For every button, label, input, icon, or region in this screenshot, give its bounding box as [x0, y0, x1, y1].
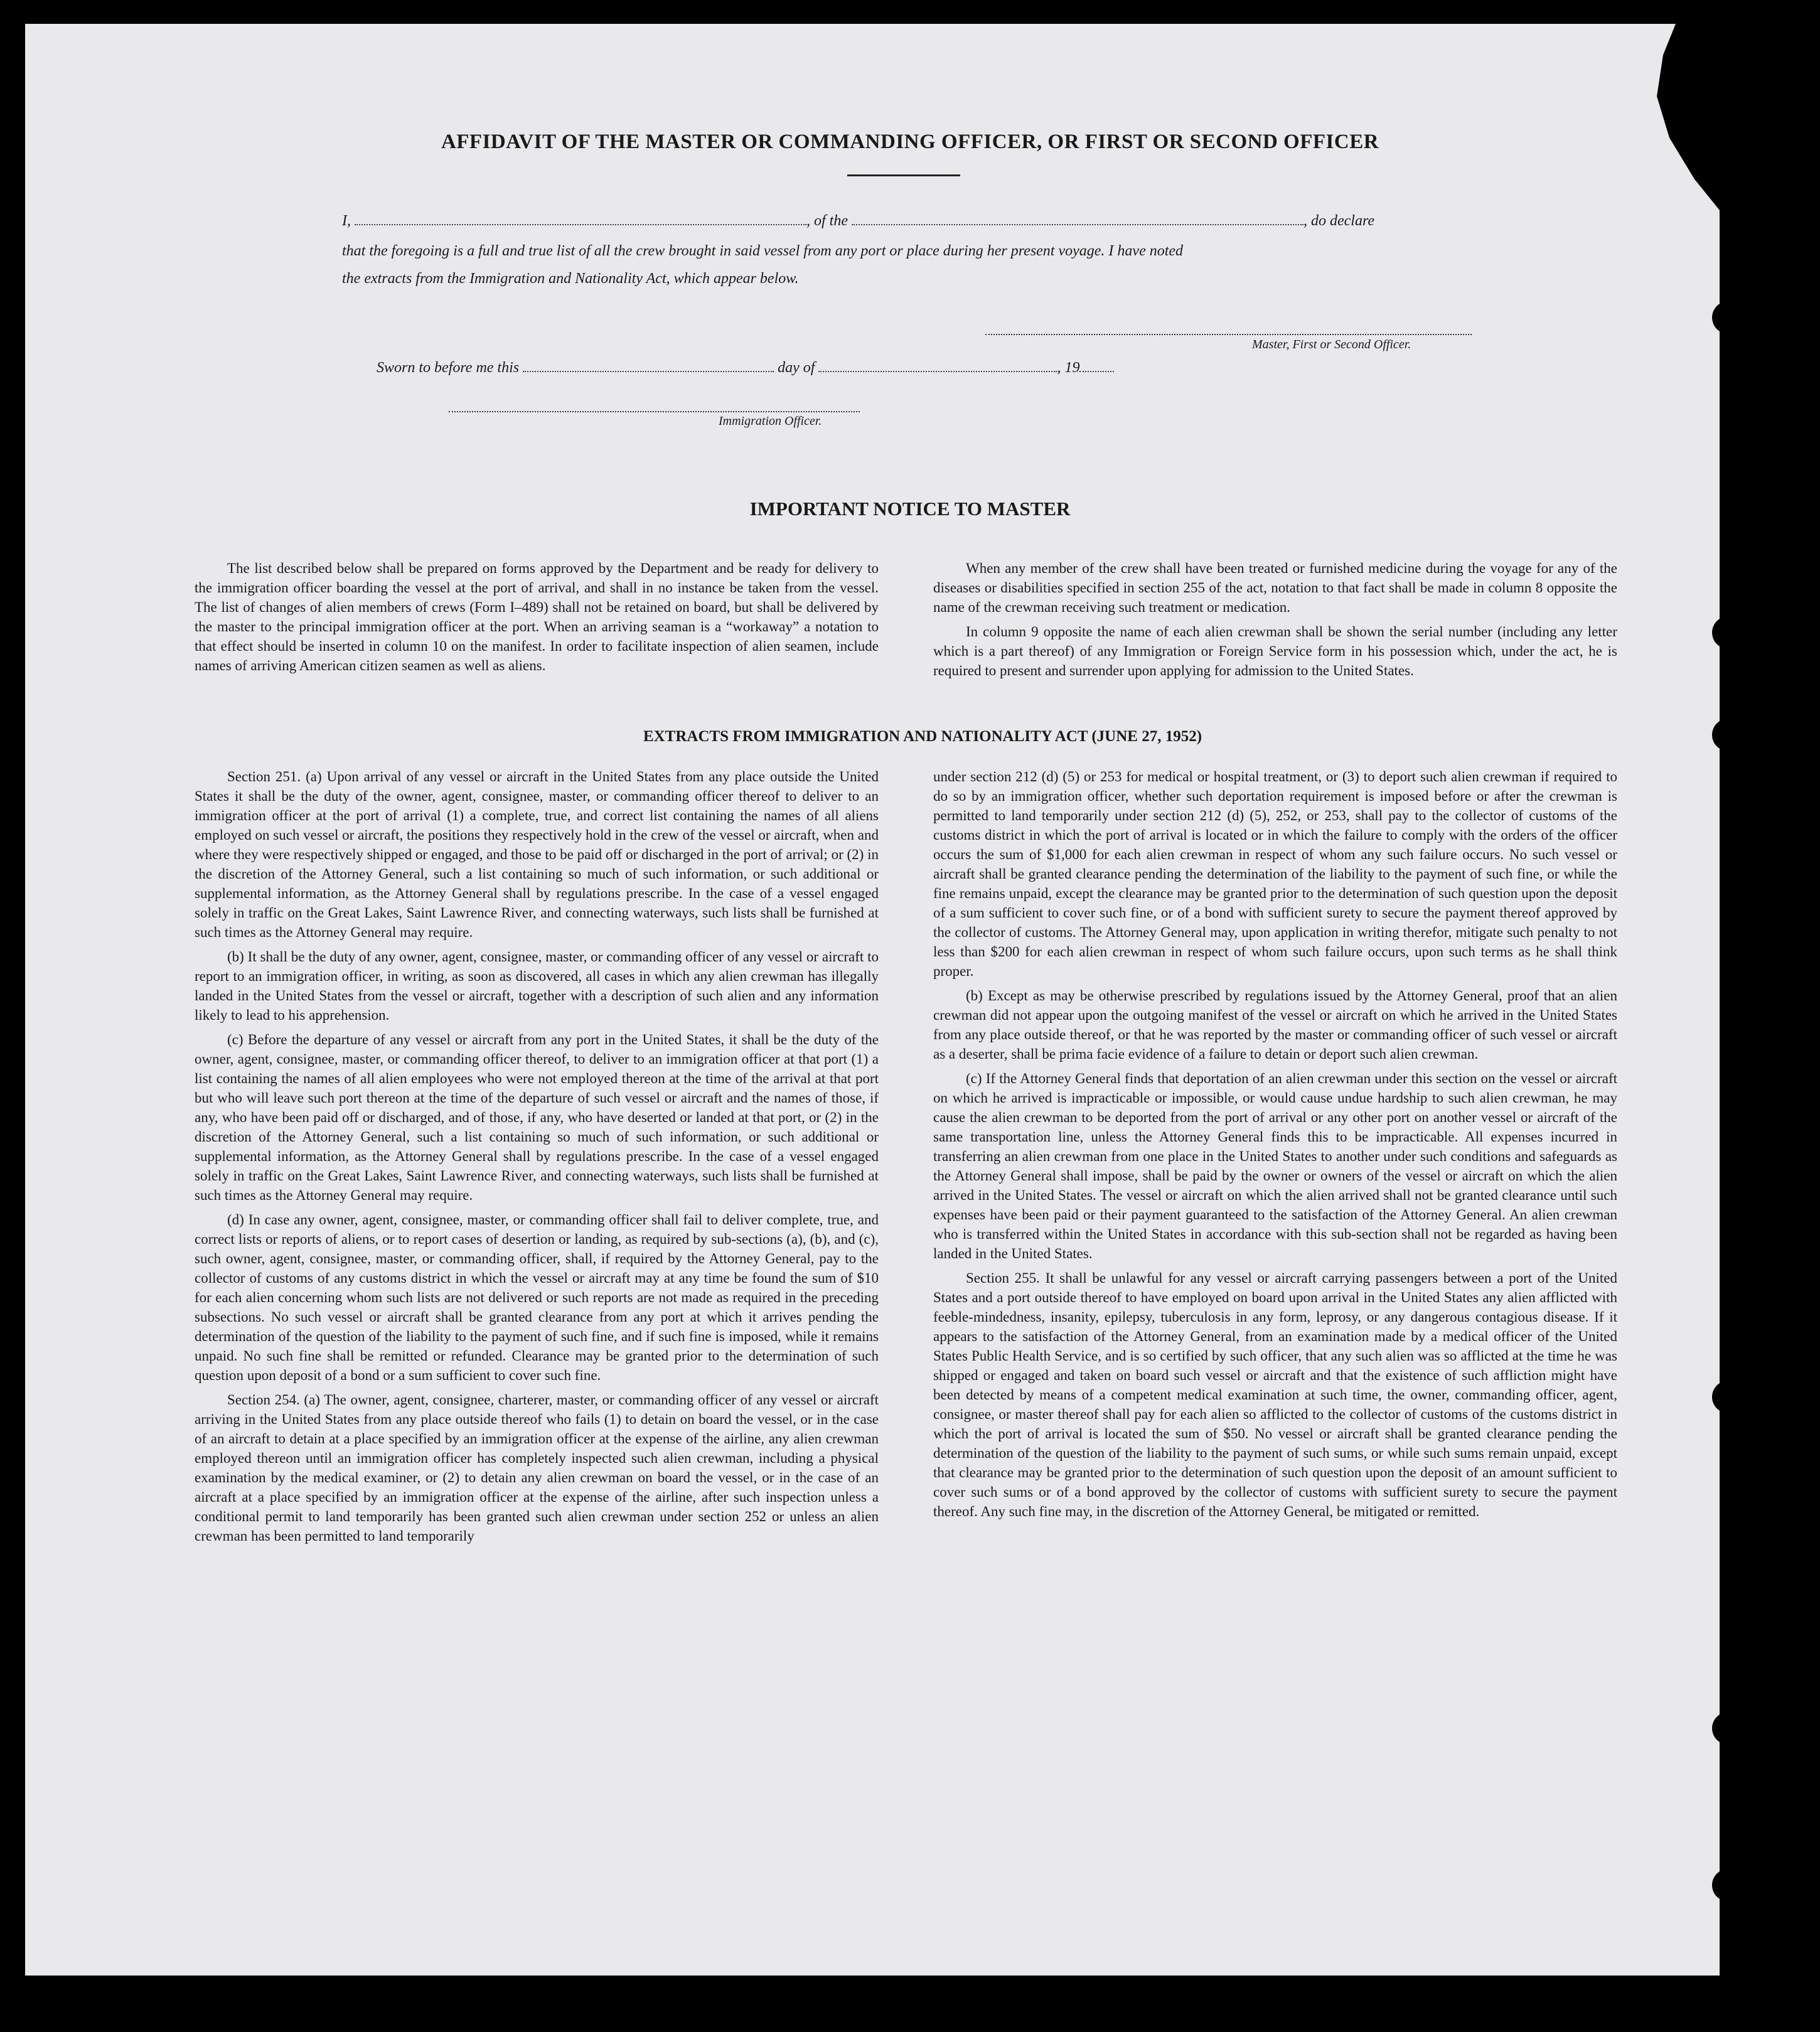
- extracts-left-column: [195, 767, 879, 1551]
- section-251d: (d) In case any owner, agent, consignee, master, or commanding officer shall fail to deliver complete, true, and correct lists or reports of aliens, or to report cases of desertion or landing, as required by sub-sections (a), (b), and (c), such owner, agent, consignee, master, or commanding officer, shall, if required by the Attorney General, pay to the collector of customs of any customs district in which the vessel or aircraft may at any time be found the sum of $10 for each alien concerning whom such lists are not delivered or such reports are not made as required in the preceding subsections. No such vessel or aircraft shall be granted clearance from any port at which it arrives pending the determination of the question of the liability to the payment of such fine, and if such fine is imposed, while it remains unpaid. No such fine shall be remitted or refunded. Clearance may be granted prior to the determination of such question upon deposit of a bond or a sum sufficient to cover such fine.: [195, 1212, 879, 1383]
- notice-right-paragraph-2: In column 9 opposite the name of each alien crewman shall be shown the serial number (including any letter which is a part thereof) of any Immigration or Foreign Service form in his possession which, under the act, he is required to present and surrender upon applying for admission to the United States.: [933, 624, 1617, 678]
- section-255: Section 255. It shall be unlawful for any vessel or aircraft carrying passengers between a port of the United States and a port outside thereof to have employed on board upon arrival in the United States any alien afflicted with feeble-mindedness, insanity, epilepsy, tuberculosis in any form, leprosy, or any dangerous contagious disease. If it appears to the satisfaction of the Attorney General, from an examination made by a medical officer of the United States Public Health Service, and is so certified by such officer, that any such alien was so afflicted at the time he was shipped or engaged and taken on board such vessel or aircraft and that the existence of such affliction might have been detected by means of a competent medical examination at such time, the owner, commanding officer, agent, consignee, or master thereof shall pay for each alien so afflicted to the collector of customs of the customs district in which the port of arrival is located the sum of $50. No vessel or aircraft shall be granted clearance pending the determination of the question of the liability to the payment of such sums, or while such sums remain unpaid, except that clearance may be granted prior to the determination of such question upon the deposit of an amount sufficient to cover such sums or of a bond approved by the collector of customs with sufficient surety to secure the payment thereof. Any such fine may, in the discretion of the Attorney General, be mitigated or remitted.: [933, 1270, 1617, 1519]
- section-254b: (b) Except as may be otherwise prescribed by regulations issued by the Attorney General, proof that an alien crewman did not appear upon the outgoing manifest of the vessel or aircraft on which he arrived in the United States from any place outside thereof, or that he was reported by the master or commanding officer of such vessel or aircraft as a deserter, shall be prima facie evidence of a failure to detain or deport such alien crewman.: [933, 988, 1617, 1062]
- affidavit-title: AFFIDAVIT OF THE MASTER OR COMMANDING OFFICER, OR FIRST OR SECOND OFFICER: [441, 131, 1379, 153]
- vessel-blank[interactable]: [852, 214, 1303, 225]
- notice-left-column: [195, 559, 879, 680]
- sworn-month-blank[interactable]: [818, 361, 1057, 372]
- notice-right-paragraph-1: When any member of the crew shall have been treated or furnished medicine during the voyage for any of the diseases or disabilities specified in section 255 of the act, notation to that fact shall be made in column 8 opposite the name of the crewman receiving such treatment or medication.: [933, 560, 1617, 615]
- extracts-right-column: [933, 767, 1617, 1526]
- declaration-line-2: that the foregoing is a full and true list of all the crew brought in said vessel from any port or place during her present voyage. I have noted: [342, 243, 1184, 259]
- sworn-text: Sworn to before me this: [377, 360, 520, 376]
- section-254c: (c) If the Attorney General finds that deportation of an alien crewman under this section on the vessel or aircraft on which he arrived is impracticable or impossible, or would cause undue hardship to such alien crewman, he may cause the alien crewman to be deported from the port of arrival or any other port on another vessel or aircraft of the same transportation line, unless the Attorney General finds this to be impracticable. All expenses incurred in transferring an alien crewman from one place in the United States to another under such conditions and safeguards as the Attorney General shall impose, shall be paid by the owner or owners of the vessel or aircraft on which the alien arrived in the United States. The vessel or aircraft on which the alien arrived shall not be granted clearance until such expenses have been paid or their payment guaranteed to the satisfaction of the Attorney General. An alien crewman who is transferred within the United States in accordance with this sub-section shall not be regarded as having been landed in the United States.: [933, 1071, 1617, 1261]
- officer-signature-label: Immigration Officer.: [719, 414, 822, 428]
- section-251c: (c) Before the departure of any vessel or aircraft from any port in the United States, it shall be the duty of the owner, agent, consignee, master, or commanding officer thereof, to deliver to an immigration officer at that port (1) a list containing the names of all alien employees who were not employed thereon at the time of the arrival at that port but who will leave such port thereon at the time of the departure of such vessel or aircraft and the names of those, if any, who have been paid off or discharged, and of those, if any, who have deserted or landed at that port, or (2) in the discretion of the Attorney General, such a list containing so much of such information, or such additional or supplemental information, as the Attorney General shall by regulations prescribe. In the case of a vessel engaged solely in traffic on the Great Lakes, Saint Lawrence River, and connecting waterways, such lists shall be furnished at such times as the Attorney General may require.: [195, 1032, 879, 1203]
- title-rule: [847, 174, 960, 176]
- punch-hole: [1712, 719, 1745, 751]
- notice-heading: IMPORTANT NOTICE TO MASTER: [749, 498, 1071, 520]
- declaration-line-3: the extracts from the Immigration and Nationality Act, which appear below.: [342, 270, 799, 287]
- year-prefix: , 19: [1057, 360, 1080, 376]
- punch-hole: [1712, 301, 1745, 334]
- name-blank[interactable]: [355, 214, 806, 225]
- officer-signature-line[interactable]: [449, 411, 860, 412]
- punch-hole: [1712, 1869, 1745, 1901]
- section-254a-continued: under section 212 (d) (5) or 253 for medical or hospital treatment, or (3) to deport such alien crewman if required to do so by an immigration officer, whether such deportation requirement is imposed before or after the crewman is permitted to land temporarily under section 212 (d) (5), 252, or 253, shall pay to the collector of customs of the customs district in which the port of arrival is located or in which the failure to comply with the orders of the officer occurs the sum of $1,000 for each alien crewman in respect of whom any such failure occurs. No such vessel or aircraft shall be granted clearance pending the determination of the liability to the payment of such fine, or while the fine remains unpaid, except the clearance may be granted prior to the determination of such question upon the deposit of a sum sufficient to cover such fine, or of a bond with sufficient surety to secure the payment thereof approved by the collector of customs. The Attorney General may, upon application in writing therefor, mitigate such penalty to not less than $200 for each alien crewman in respect of whom such failure occurs, upon such terms as he shall think proper.: [933, 769, 1617, 979]
- declaration-do-declare: , do declare: [1303, 213, 1375, 229]
- declaration-of-the: , of the: [806, 213, 848, 229]
- notice-left-paragraph: The list described below shall be prepared on forms approved by the Department and be ready for delivery to the immigration officer boarding the vessel at the port of arrival, and shall in no instance be taken from the vessel. The list of changes of alien members of crews (Form I–489) shall not be retained on board, but shall be delivered by the master to the principal immigration officer at the port. When an arriving seaman is a “workaway” a notation to that effect should be inserted in column 10 on the manifest. In order to facilitate inspection of alien seamen, include names of arriving American citizen seamen as well as aliens.: [195, 560, 879, 673]
- section-251a: Section 251. (a) Upon arrival of any vessel or aircraft in the United States from any place outside the United States it shall be the duty of the owner, agent, consignee, master, or commanding officer thereof to deliver to an immigration officer at the port of arrival (1) a complete, true, and correct list containing the names of all aliens employed on such vessel or aircraft, the positions they respectively hold in the crew of the vessel or aircraft, when and where they were respectively shipped or engaged, and those to be paid off or discharged in the port of arrival; or (2) in the discretion of the Attorney General, such a list containing so much of such information, or such additional or supplemental information, as the Attorney General shall by regulations prescribe. In the case of a vessel engaged solely in traffic on the Great Lakes, Saint Lawrence River, and connecting waterways, such lists shall be furnished at such times as the Attorney General may require.: [195, 769, 879, 940]
- sworn-day-blank[interactable]: [523, 361, 774, 372]
- section-254a: Section 254. (a) The owner, agent, consignee, charterer, master, or commanding officer of any vessel or aircraft arriving in the United States from any place outside thereof who fails (1) to detain on board the vessel, or in the case of an aircraft to detain at a place specified by an immigration officer at the expense of the airline, any alien crewman employed thereon until an immigration officer has completely inspected such alien crewman, including a physical examination by the medical examiner, or (2) to detain any alien crewman on board the vessel, or in the case of an aircraft at a place specified by an immigration officer at the expense of the airline, after such inspection unless a conditional permit to land temporarily has been granted such alien crewman under section 252 or unless an alien crewman has been permitted to land temporarily: [195, 1392, 879, 1544]
- declaration-i: I,: [342, 213, 351, 229]
- master-signature-label: Master, First or Second Officer.: [1252, 338, 1411, 351]
- punch-hole: [1712, 616, 1745, 649]
- punch-hole: [1712, 1712, 1745, 1745]
- sworn-line: [377, 354, 1255, 382]
- sworn-year-blank[interactable]: [1079, 361, 1114, 372]
- extracts-heading: EXTRACTS FROM IMMIGRATION AND NATIONALITY ACT (JUNE 27, 1952): [643, 728, 1202, 745]
- declaration-line-1: [342, 207, 1472, 235]
- punch-hole: [1712, 1381, 1745, 1413]
- day-of-text: day of: [778, 360, 815, 376]
- notice-right-column: [933, 559, 1617, 685]
- master-signature-line[interactable]: [985, 334, 1472, 335]
- section-251b: (b) It shall be the duty of any owner, agent, consignee, master, or commanding officer of any vessel or aircraft to report to an immigration officer, in writing, as soon as discovered, all cases in which any alien crewman has illegally landed in the United States from the vessel or aircraft, together with a description of such alien and any information likely to lead to his apprehension.: [195, 949, 879, 1023]
